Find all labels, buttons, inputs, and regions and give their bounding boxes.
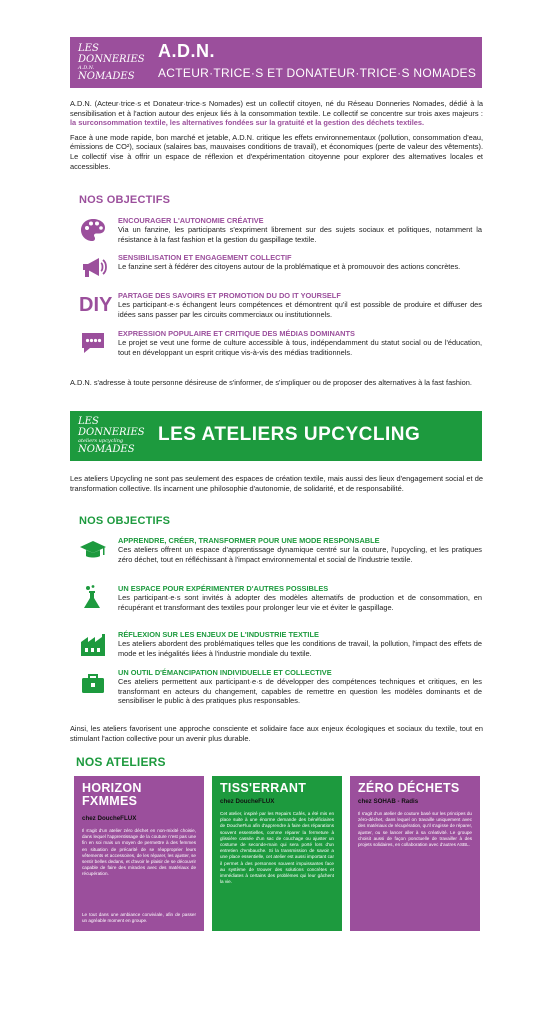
card-subtitle: chez DoucheFLUX xyxy=(220,798,275,805)
objective-text: Le projet se veut une forme de culture accessible à tous, indépendamment du statut social ou de l'éducation, tout en développant un esprit critique vis-à-vis des médias traditionnels. xyxy=(118,338,482,357)
card-subtitle: chez SOHAB - Radis xyxy=(358,798,419,805)
objective-text: Le fanzine sert à fédérer des citoyens autour de la problématique et à promouvoir des actions concrètes. xyxy=(118,262,461,271)
adn-objective xyxy=(79,253,482,285)
objective-text: Les ateliers abordent des problématiques telles que les conditions de travail, la pollution, l'impact des effets de mode et les inégalités liées à l'industrie mondiale du textile. xyxy=(118,639,482,658)
donneries-nomades-logo: LES DONNERIES ateliers upcycling NOMADES xyxy=(78,416,145,455)
adn-outro: A.D.N. s'adresse à toute personne désireuse de s'informer, de s'impliquer ou de proposer des alternatives à la fast fashion. xyxy=(70,378,472,387)
adn-objectives-heading: NOS OBJECTIFS xyxy=(79,194,171,206)
factory-icon xyxy=(79,630,107,658)
objective-text: Ces ateliers offrent un espace d'apprentissage dynamique centré sur la couture, l'upcycling, et les pratiques zéro déchet, tout en réfléchissant à l'impact environnemental et social de l'industrie textile. xyxy=(118,545,482,564)
objective-title: PARTAGE DES SAVOIRS ET PROMOTION DU DO IT YOURSELF xyxy=(118,291,341,300)
upcycling-title: LES ATELIERS UPCYCLING xyxy=(158,424,421,445)
card-body-2: Le tout dans une ambiance conviviale, afin de passer un agréable moment en groupe. xyxy=(82,912,196,924)
upcycling-objective xyxy=(79,630,482,664)
adn-intro xyxy=(70,99,483,171)
objective-text: Les participant·e·s échangent leurs compétences et démontrent qu'il est possible de produire et diffuser des idées sans passer par les circuits commerciaux ou institutionnels. xyxy=(118,300,482,319)
card-subtitle: chez DoucheFLUX xyxy=(82,815,137,822)
diy-icon: DIY xyxy=(79,294,113,316)
objective-title: RÉFLEXION SUR LES ENJEUX DE L'INDUSTRIE TEXTILE xyxy=(118,630,319,639)
card-body: Cet atelier, inspiré par les Repairs Cafés, a été mis en place suite à une énorme demande des bénéficiaires de DoucheFlux afin d'apprendre à faire des réparations souvent essentielles, comme réparer la fermeture à glissière cassée d'un sac de couchage ou ajuster un costume de seconde-main qui sera porté lors d'un entretien d'embauche. Si la transmission de savoir a une place essentielle, cet atelier est aussi important car il permet à des personnes souvent impuissantes face au système de trouver des solutions concrètes et immédiates à certains des problèmes qui leur gâchent la vie. xyxy=(220,811,334,885)
adn-intro-highlight: la surconsommation textile, les alternatives fondées sur la gratuité et la gestion des déchets textiles. xyxy=(70,118,425,128)
card-title: TISS'ERRANT xyxy=(220,781,307,795)
upcycling-intro: Les ateliers Upcycling ne sont pas seulement des espaces de création textile, mais aussi des lieux d'engagement social et de transformation collective. Ils incarnent une philosophie d'autonomie, de solidarité, et de responsabilité. xyxy=(70,474,483,493)
adn-objective xyxy=(79,329,482,361)
upcycling-objective xyxy=(79,668,482,712)
speech-bubble-icon xyxy=(79,329,107,357)
ateliers-heading: NOS ATELIERS xyxy=(76,755,166,769)
graduation-cap-icon xyxy=(79,536,107,564)
card-body: Il s'agit d'un atelier de couture basé sur les principes du zéro-déchet, dans lequel on travaille uniquement avec des matériaux de récupération, qu'il s'agisse de réparer, ajuster, ou se lancer aller à sa créativité. Le groupe choisit aussi de façon ponctuelle de travailler à des projets solidaires, en collaboration avec d'autres ASBL. xyxy=(358,811,472,848)
atelier-card-zero-dechets xyxy=(350,776,480,931)
adn-banner xyxy=(70,37,482,88)
donneries-nomades-logo: LES DONNERIES A.D.N. NOMADES xyxy=(78,43,145,82)
adn-subtitle: ACTEUR·TRICE·S ET DONATEUR·TRICE·S NOMADES xyxy=(158,66,477,80)
upcycling-objective xyxy=(79,584,482,624)
palette-icon xyxy=(79,216,107,244)
adn-title: A.D.N. xyxy=(158,41,215,61)
upcycling-objectives-heading: NOS OBJECTIFS xyxy=(79,515,171,527)
atelier-card-tisserrant xyxy=(212,776,342,931)
adn-intro-text: A.D.N. (Acteur·trice·s et Donateur·trice·s Nomades) est un collectif citoyen, né du Réseau Donneries Nomades, dédié à la sensibilisation et à l'action autour des enjeux liés à la consommation textile. Le collectif se concentre sur trois axes majeurs : xyxy=(70,99,483,118)
toolbox-icon xyxy=(79,668,107,696)
objective-title: UN ESPACE POUR EXPÉRIMENTER D'AUTRES POSSIBLES xyxy=(118,584,329,593)
objective-text: Ces ateliers permettent aux participant·e·s de développer des compétences techniques et critiques, en les transformant en acteurs du changement, capables de remettre en question les modèles dominants et de sensibiliser le public à des pratiques plus responsables. xyxy=(118,677,482,706)
card-body: Il s'agit d'un atelier zéro déchet en non-mixité choisie, dans lequel l'apprentissage de la couture n'est pas une fin en soi mais un moyen de permettre à des femmes en situation de précarité de se réapproprier leurs vêtements et accessoires, de les réparer, les ajuster, se sentir belles dedans, et d'avoir le plaisir de se découvrir capable de faire des miracles avec des matériaux de récupération. xyxy=(82,828,196,877)
card-title: ZÉRO DÉCHETS xyxy=(358,781,460,795)
objective-title: ENCOURAGER L'AUTONOMIE CRÉATIVE xyxy=(118,216,264,225)
adn-objective xyxy=(79,216,482,248)
atelier-card-horizon xyxy=(74,776,204,931)
upcycling-objective xyxy=(79,536,482,578)
objective-title: EXPRESSION POPULAIRE ET CRITIQUE DES MÉDIAS DOMINANTS xyxy=(118,329,355,338)
upcycling-banner xyxy=(70,411,482,461)
adn-intro-2: Face à une mode rapide, bon marché et jetable, A.D.N. critique les effets environnementaux (pollution, consommation d'eau, émissions de CO²), sociaux (salaires bas, mauvaises conditions de travail), et économiques (perte de valeur des vêtements). Le collectif vise à offrir un espace de réflexion et d'expérimentation citoyenne pour explorer des alternatives locales et accessibles. xyxy=(70,132,483,171)
flask-icon xyxy=(79,584,107,612)
adn-objective xyxy=(79,291,482,323)
objective-text: Les participant·e·s sont invités à adopter des modèles alternatifs de production et de consommation, en récupérant et transformant des textiles pour prolonger leur vie et éviter le gaspillage. xyxy=(118,593,482,612)
objective-text: Via un fanzine, les participants s'expriment librement sur des sujets sociaux et politiques, notamment la résistance à la fast fashion et la gestion du gaspillage textile. xyxy=(118,225,482,244)
megaphone-icon xyxy=(79,253,107,281)
upcycling-outro: Ainsi, les ateliers favorisent une approche consciente et solidaire face aux enjeux écologiques et sociaux du textile, tout en stimulant l'action collective pour un avenir plus durable. xyxy=(70,724,483,743)
objective-title: SENSIBILISATION ET ENGAGEMENT COLLECTIF xyxy=(118,253,292,262)
objective-title: UN OUTIL D'ÉMANCIPATION INDIVIDUELLE ET COLLECTIVE xyxy=(118,668,332,677)
card-title: HORIZON FXMMES xyxy=(82,781,142,808)
objective-title: APPRENDRE, CRÉER, TRANSFORMER POUR UNE MODE RESPONSABLE xyxy=(118,536,380,545)
